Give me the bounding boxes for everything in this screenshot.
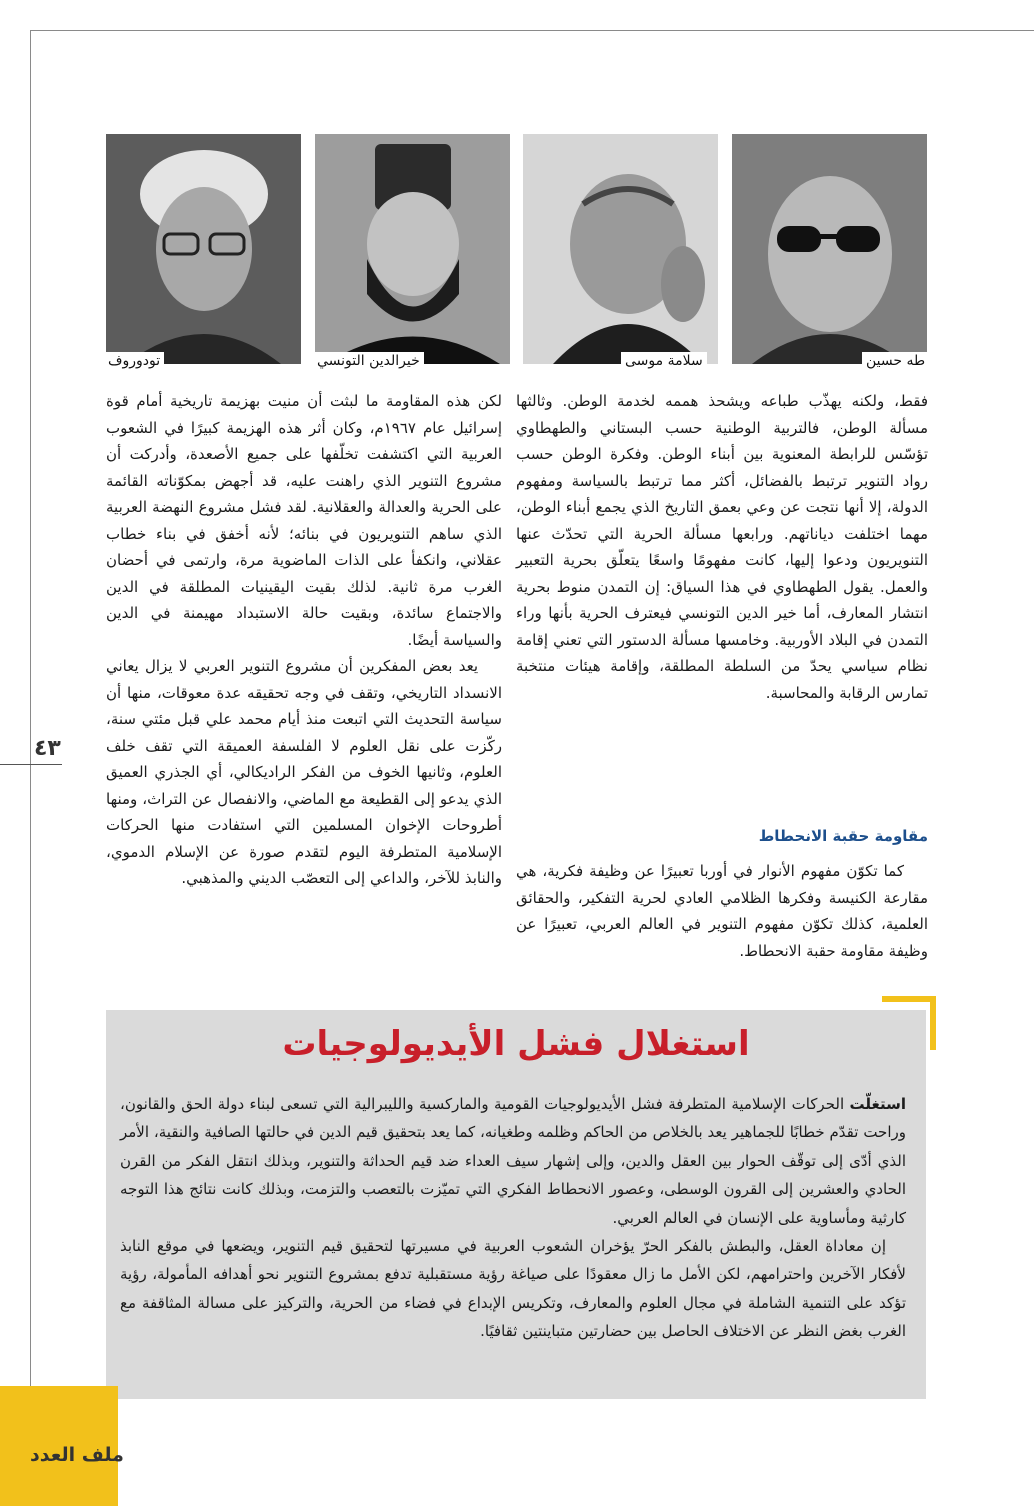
photo-todorov [106, 134, 301, 364]
body-paragraph: يعد بعض المفكرين أن مشروع التنوير العربي لا يزال يعاني الانسداد التاريخي، وتقف في وجه تحقيقه عدة معوقات، منها أن سياسة التحديث التي اتبعت منذ أيام محمد علي قبل مئتي سنة، ركّزت على نقل العلوم لا الفلسفة العميقة التي تقف خلف العلوم، وثانيها الخوف من الفكر الراديكالي، أي الجذري العميق الذي يدعو إلى القطيعة مع الماضي، والانفصال عن التراث، ومنها أطروحات الإخوان المسلمين التي استفادت منها الحركات الإسلامية المتطرفة اليوم لتقدم صورة عن الإسلام الدموي، والنابذ للآخر، والداعي إلى التعصّب الديني والمذهبي. [106, 657, 502, 887]
section-label: ملف العدد [30, 1444, 124, 1466]
photo-salama-moussa [523, 134, 718, 364]
box-title: استغلال فشل الأيديولوجيات [282, 1024, 750, 1064]
right-column [516, 388, 928, 706]
photo-khayr-al-din [315, 134, 510, 364]
right-column-section [516, 858, 928, 964]
photo-caption: تودوروف [104, 352, 164, 370]
box-accent-corner [930, 996, 936, 1050]
body-paragraph: فقط، ولكنه يهذّب طباعه ويشحذ هممه لخدمة الوطن. وثالثها مسألة الوطن، فالتربية الوطنية حسب البستاني والطهطاوي تؤسّس للرابطة المعنوية بين أبناء الوطن. وفكرة الوطن حسب رواد التنوير ترتبط بالفضائل، أكثر مما ترتبط بالسياسة ومفهوم الدولة، إلا أنها نتجت عن وعي بعمق التاريخ الذي يجمع أبناء الوطن، مهما اختلفت دياناتهم. ورابعها مسألة الحرية التي تحدّث عنها التنويريون ودعوا إليها، كانت مفهومًا واسعًا يتعلّق بحرية التعبير والعمل. يقول الطهطاوي في هذا السياق: إن التمدن منوط بحرية انتشار المعارف، أما خير الدين التونسي فيعترف الحرية بأنها وراء التمدن في البلاد الأوربية. وخامسها مسألة الدستور التي تعني إقامة نظام سياسي يحدّ من السلطة المطلقة، وإقامة هيئات منتخبة تمارس الرقابة والمحاسبة. [516, 392, 928, 702]
photo-caption: سلامة موسى [621, 352, 707, 370]
photo-caption: طه حسين [862, 352, 929, 370]
left-column [106, 388, 502, 892]
sidebar-box [106, 1010, 926, 1399]
section-subheading: مقاومة حقبة الانحطاط [758, 827, 928, 845]
box-accent-corner [882, 996, 936, 1002]
body-paragraph: كما تكوّن مفهوم الأنوار في أوربا تعبيرًا عن وظيفة فكرية، هي مقارعة الكنيسة وفكرها الظلامي العادي لحرية التفكير، والحقائق العلمية، كذلك تكوّن مفهوم التنوير في العالم العربي، تعبيرًا عن وظيفة مقاومة حقبة الانحطاط. [516, 862, 928, 960]
box-paragraph-text: الحركات الإسلامية المتطرفة فشل الأيديولوجيات القومية والماركسية والليبرالية التي تسعى لبناء دولة الحق والقانون، وراحت تقدّم خطابًا للجماهير يعد بالخلاص من الحاكم وظلمه وطغيانه، كما يعد بتحقيق قيم الدين في حالتها الصافية والنقية، الأمر الذي أدّى إلى توقّف الحوار بين العقل والدين، وإلى إشهار سيف العداء ضد قيم الحداثة والتنوير، وبذلك انتقل الفكر من القرن الحادي والعشرين إلى القرون الوسطى، وعصور الانحطاط الفكري التي تميّزت بالتعصب والتزمت، وبذلك كانت نتائج هذا التوجه كارثية ومأساوية على الإنسان في العالم العربي. [120, 1095, 906, 1227]
page-number-rule [0, 764, 62, 765]
box-paragraph: إن معاداة العقل، والبطش بالفكر الحرّ يؤخران الشعوب العربية في مسيرتها لتحقيق قيم التنوير، ويضعها في موقع النابذ لأفكار الآخرين واحترامهم، لكن الأمل ما زال معقودًا على صياغة رؤية مستقبلية تدفع بمشروع التنوير نحو أهدافه المأمولة، رؤية تؤكد على التنمية الشاملة في مجال العلوم والمعارف، وتكريس الإبداع في فضاء من الحرية، والتركيز على مسالة المثاقفة مع الغرب بغض النظر عن الاختلاف الحاصل بين حضارتين متباينتين ثقافيًا. [120, 1237, 906, 1341]
box-paragraph [120, 1090, 906, 1232]
photo-taha-hussein [732, 134, 927, 364]
portrait-illustration [106, 134, 301, 364]
portrait-illustration [315, 134, 510, 364]
page-number: ٤٣ [34, 736, 61, 761]
body-paragraph: لكن هذه المقاومة ما لبثت أن منيت بهزيمة تاريخية أمام قوة إسرائيل عام ١٩٦٧م، وكان أثر هذه الهزيمة كبيرًا في الشعوب العربية التي اكتشفت تخلّفها على جميع الأصعدة، وأدركت أن مشروع التنوير الذي راهنت عليه، قد أجهض بمكوّناته القائمة على الحرية والعدالة والعقلانية. لقد فشل مشروع النهضة العربية الذي ساهم التنويريون في بنائه؛ لأنه أخفق في بناء خطاب عقلاني، وانكفأ على الذات الماضوية مرة، وارتمى في أحضان الغرب مرة ثانية. لذلك بقيت اليقينيات المطلقة في الدين والاجتماع سائدة، وبقيت حالة الاستبداد مهيمنة في الدين والسياسة أيضًا. [106, 392, 502, 649]
portrait-illustration [732, 134, 927, 364]
box-text [120, 1090, 906, 1346]
photo-caption: خيرالدين التونسي [313, 352, 424, 370]
box-lead-word: استغلّت [849, 1095, 906, 1113]
portrait-illustration [523, 134, 718, 364]
